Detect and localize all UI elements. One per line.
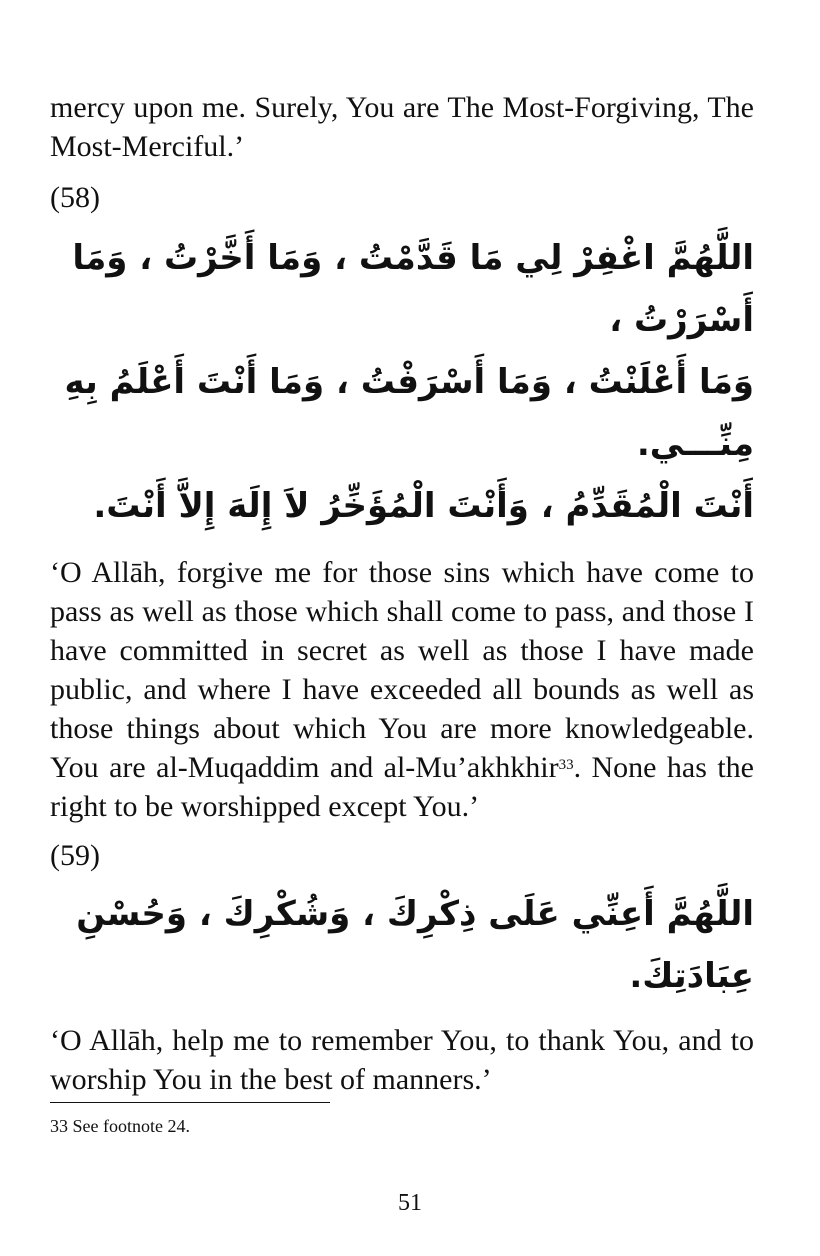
- footnote: 33 See footnote 24.: [50, 1116, 190, 1136]
- arabic-line-2: وَمَا أَعْلَنْتُ ، وَمَا أَسْرَفْتُ ، وَمَا أَنْتَ أَعْلَمُ بِهِ مِنِّـــي.: [64, 362, 754, 464]
- arabic-line-1: اللَّهُمَّ اغْفِرْ لِي مَا قَدَّمْتُ ، وَمَا أَخَّرْتُ ، وَمَا أَسْرَرْتُ ،: [72, 238, 754, 340]
- dua-58-translation: [50, 553, 754, 826]
- dua-58-arabic: [50, 227, 754, 537]
- translation-text-a: ‘O Allāh, forgive me for those sins which have come to pass as well as those which shall come to pass, and those I have committed in secret as well as those I have made public, and where I have exceeded all bounds as well as those things about which You are more knowledgeable. You are al-Muqaddim and al-Mu’akhkhir: [50, 556, 754, 784]
- continuation-paragraph: mercy upon me. Surely, You are The Most-Forgiving, The Most-Merciful.’: [50, 91, 754, 163]
- footnote-reference[interactable]: 33: [558, 757, 574, 773]
- dua-59-translation: ‘O Allāh, help me to remember You, to thank You, and to worship You in the best of manners.’: [50, 1024, 754, 1096]
- dua-59-arabic: اللَّهُمَّ أَعِنِّي عَلَى ذِكْرِكَ ، وَشُكْرِكَ ، وَحُسْنِ عِبَادَتِكَ.: [76, 894, 754, 996]
- translation-text-b: . None has the right to be worshipped except You.’: [50, 751, 754, 823]
- dua-number-59: (59): [50, 839, 100, 872]
- footnote-divider: [50, 1102, 330, 1103]
- page-number: 51: [398, 1190, 422, 1216]
- page-body: [50, 88, 754, 1099]
- dua-number-58: (58): [50, 181, 100, 214]
- arabic-line-3: أَنْتَ الْمُقَدِّمُ ، وَأَنْتَ الْمُؤَخِّرُ لاَ إِلَهَ إِلاَّ أَنْتَ.: [93, 486, 754, 526]
